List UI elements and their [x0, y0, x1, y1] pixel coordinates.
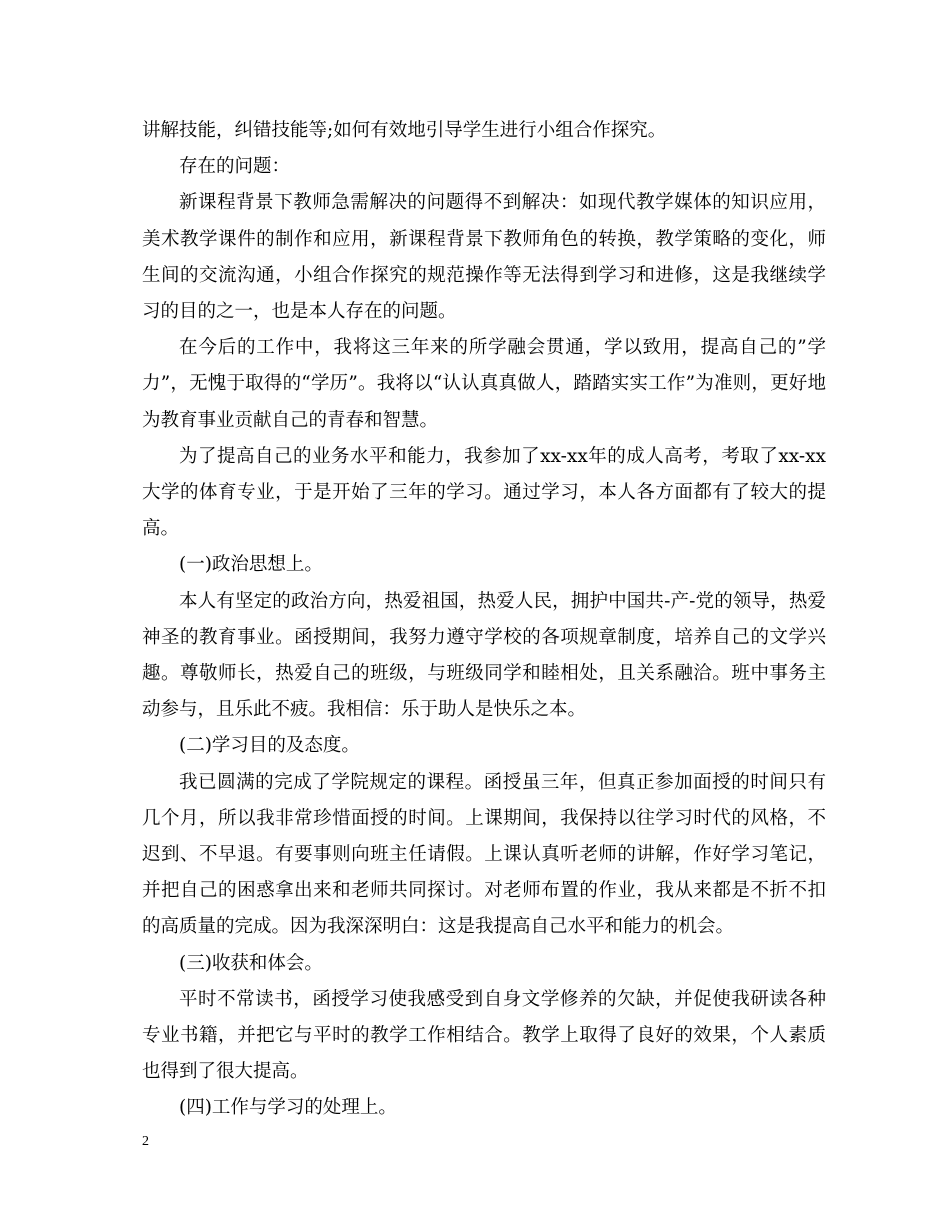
section-heading: (四)工作与学习的处理上。 — [179, 1097, 397, 1119]
paragraph: 本人有坚定的政治方向，热爱祖国，热爱人民，拥护中国共-产-党的领导，热爱神圣的教育事业。函授期间，我努力遵守学校的各项规章制度，培养自己的文学兴趣。尊敬师长，热爱自己的班级，与班级同学和睦相处，且关系融洽。班中事务主动参与，且乐此不疲。我相信：乐于助人是快乐之本。 — [142, 590, 826, 721]
section-label-problems: 存在的问题： — [179, 156, 291, 178]
section-heading: (一)政治思想上。 — [179, 554, 323, 576]
document-body — [142, 113, 826, 1127]
paragraph: 讲解技能，纠错技能等;如何有效地引导学生进行小组合作探究。 — [142, 120, 667, 141]
paragraph: 新课程背景下教师急需解决的问题得不到解决：如现代教学媒体的知识应用，美术教学课件的制作和应用，新课程背景下教师角色的转换，教学策略的变化，师生间的交流沟通，小组合作探究的规范操作等无法得到学习和进修，这是我继续学习的目的之一，也是本人存在的问题。 — [142, 192, 826, 323]
section-heading: (三)收获和体会。 — [179, 952, 323, 974]
page-number: 2 — [142, 1134, 149, 1149]
paragraph: 为了提高自己的业务水平和能力，我参加了xx-xx年的成人高考，考取了xx-xx大学的体育专业，于是开始了三年的学习。通过学习，本人各方面都有了较大的提高。 — [142, 445, 826, 540]
paragraph: 平时不常读书，函授学习使我感受到自身文学修养的欠缺，并促使我研读各种专业书籍，并把它与平时的教学工作相结合。教学上取得了良好的效果，个人素质也得到了很大提高。 — [142, 988, 826, 1083]
paragraph: 我已圆满的完成了学院规定的课程。函授虽三年，但真正参加面授的时间只有几个月，所以我非常珍惜面授的时间。上课期间，我保持以往学习时代的风格，不迟到、不早退。有要事则向班主任请假。上课认真听老师的讲解，作好学习笔记，并把自己的困惑拿出来和老师共同探讨。对老师布置的作业，我从来都是不折不扣的高质量的完成。因为我深深明白：这是我提高自己水平和能力的机会。 — [142, 771, 826, 938]
paragraph: 在今后的工作中，我将这三年来的所学融会贯通，学以致用，提高自己的”学力”，无愧于取得的“学历”。我将以“认认真真做人，踏踏实实工作”为准则，更好地为教育事业贡献自己的青春和智慧。 — [142, 337, 826, 431]
section-heading: (二)学习目的及态度。 — [179, 735, 360, 757]
